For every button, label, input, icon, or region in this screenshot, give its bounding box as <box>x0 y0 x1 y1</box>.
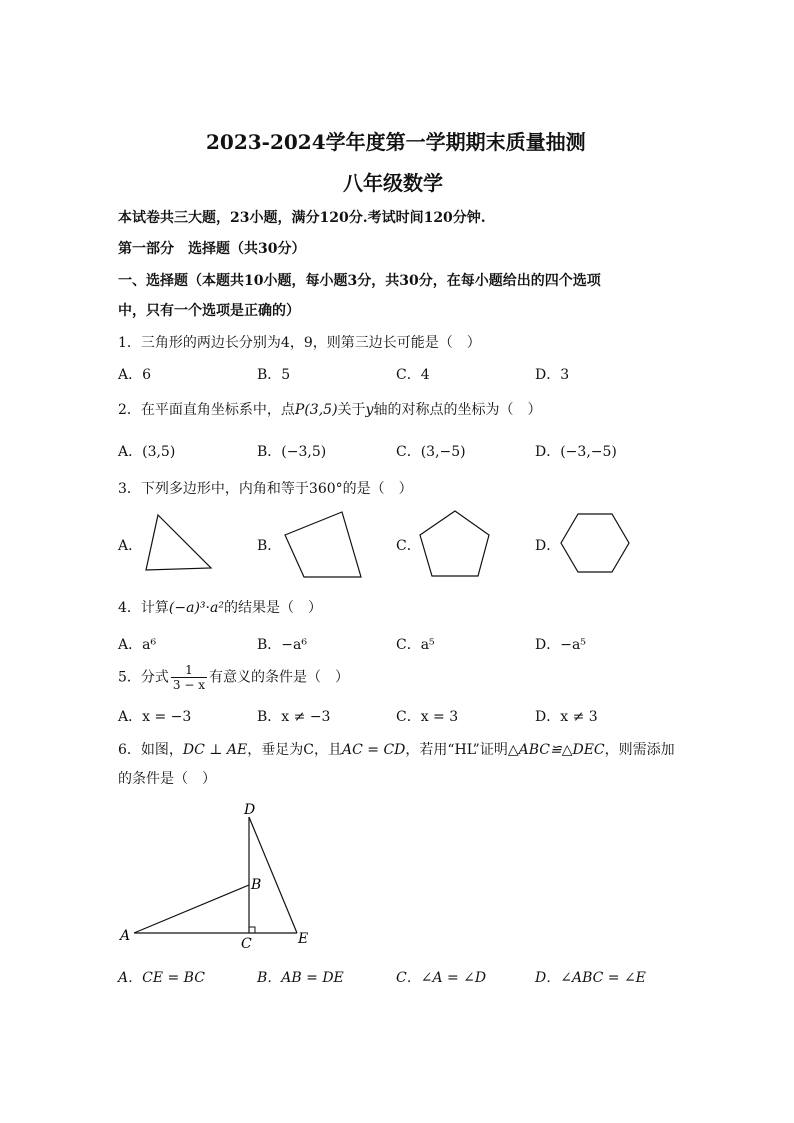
q2-stem-part-c: 轴的对称点的坐标为（ ） <box>373 402 542 418</box>
q3-option-c-label: C． <box>396 538 421 554</box>
q3-option-a-label: A． <box>118 538 143 554</box>
q3-shapes <box>0 505 794 585</box>
q5-fraction <box>171 663 207 692</box>
segment-ab <box>134 885 249 933</box>
q1-option-a: A．6 <box>118 367 152 383</box>
q6-figure <box>100 795 340 955</box>
q5-option-d: D．x ≠ 3 <box>535 709 598 725</box>
intro-text: 本试卷共三大题，23小题，满分120分.考试时间120分钟. <box>118 210 486 226</box>
q5-option-c: C．x = 3 <box>396 709 459 725</box>
q1-option-b: B．5 <box>257 367 291 383</box>
q2-option-c: C．(3,−5) <box>396 444 466 460</box>
section-heading-line2: 中，只有一个选项是正确的） <box>118 303 300 319</box>
q2-option-d: D．(−3,−5) <box>535 444 617 460</box>
pentagon-shape <box>420 511 489 576</box>
section-heading-line1: 一、选择题（本题共10小题，每小题3分，共30分，在每小题给出的四个选项 <box>118 273 601 289</box>
q2-point: P(3,5) <box>294 402 338 418</box>
q6-text-b: ，垂足为C，且 <box>247 742 342 758</box>
q4-option-a: A．a⁶ <box>118 637 157 653</box>
question-5-stem <box>118 663 349 692</box>
q6-congruence: △ABC≌△DEC <box>507 742 605 758</box>
q5-stem-part-a: 5．分式 <box>118 669 169 686</box>
q2-option-b: B．(−3,5) <box>257 444 327 460</box>
q6-text-a: 6．如图， <box>118 742 183 758</box>
question-6-line1 <box>118 739 675 759</box>
label-c: C <box>241 936 252 952</box>
part-heading: 第一部分 选择题（共30分） <box>118 241 306 257</box>
q6-option-b: B．AB = DE <box>257 970 344 986</box>
question-2-stem <box>118 399 541 419</box>
segment-de <box>249 817 297 933</box>
q6-text-d: ，则需添加 <box>604 742 675 758</box>
q5-stem-part-b: 有意义的条件是（ ） <box>209 669 350 686</box>
q2-axis-var: y <box>365 402 374 418</box>
label-d: D <box>244 802 256 818</box>
q4-stem-part-a: 4．计算 <box>118 600 169 616</box>
q3-option-b-label: B． <box>257 538 282 554</box>
q5-option-b: B．x ≠ −3 <box>257 709 331 725</box>
triangle-shape <box>146 515 211 570</box>
q5-option-a: A．x = −3 <box>118 709 192 725</box>
question-6-line2: 的条件是（ ） <box>118 771 216 787</box>
q4-expression: (−a)³·a² <box>168 600 224 616</box>
q6-equal-sides: AC = CD <box>341 742 406 758</box>
q4-option-b: B．−a⁶ <box>257 637 307 653</box>
q3-option-d-label: D． <box>535 538 561 554</box>
question-3-stem: 3．下列多边形中，内角和等于360°的是（ ） <box>118 481 413 497</box>
label-a: A <box>120 928 131 944</box>
q5-numerator: 1 <box>171 663 207 678</box>
question-1-stem: 1．三角形的两边长分别为4，9，则第三边长可能是（ ） <box>118 335 481 351</box>
label-b: B <box>251 877 262 893</box>
exam-title: 2023-2024学年度第一学期期末质量抽测 <box>206 130 586 154</box>
q6-option-d: D．∠ABC = ∠E <box>535 970 646 986</box>
q6-option-a: A．CE = BC <box>118 970 205 986</box>
hexagon-shape <box>561 514 629 572</box>
q4-stem-part-b: 的结果是（ ） <box>223 600 322 616</box>
q4-option-d: D．−a⁵ <box>535 637 586 653</box>
q6-option-c: C．∠A = ∠D <box>396 970 487 986</box>
q2-option-a: A．(3,5) <box>118 444 176 460</box>
question-4-stem <box>118 597 322 617</box>
q2-stem-part-a: 2．在平面直角坐标系中，点 <box>118 402 295 418</box>
q6-perpendicular: DC ⊥ AE <box>182 742 248 758</box>
q5-denominator: 3 − x <box>172 678 206 692</box>
q4-option-c: C．a⁵ <box>396 637 435 653</box>
label-e: E <box>298 931 309 947</box>
q2-stem-part-b: 关于 <box>337 402 366 418</box>
right-angle-mark <box>249 927 255 933</box>
q1-option-d: D．3 <box>535 367 570 383</box>
q6-text-c: ，若用“HL”证明 <box>405 742 508 758</box>
exam-subtitle: 八年级数学 <box>343 171 443 195</box>
q1-option-c: C．4 <box>396 367 430 383</box>
quadrilateral-shape <box>285 512 361 577</box>
